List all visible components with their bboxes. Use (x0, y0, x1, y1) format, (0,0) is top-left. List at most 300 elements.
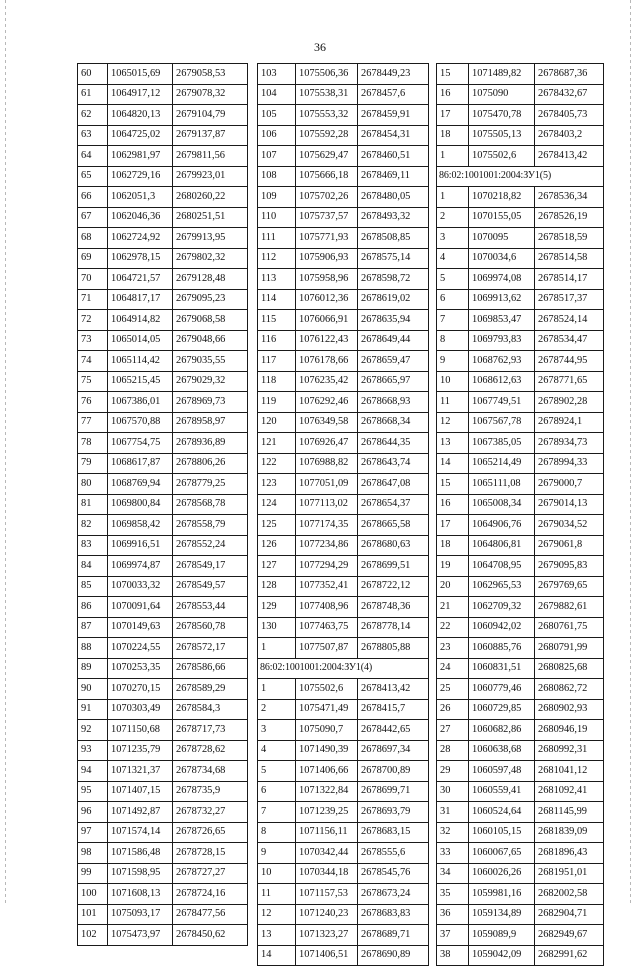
table-row (437, 761, 604, 782)
y-coordinate: 2678689,71 (358, 925, 429, 946)
y-coordinate: 2678665,58 (358, 515, 429, 536)
table-row (437, 64, 604, 85)
point-number: 128 (258, 576, 296, 597)
section-header-row (437, 166, 604, 187)
point-number: 26 (437, 699, 469, 720)
point-number: 118 (258, 371, 296, 392)
y-coordinate: 2678649,44 (358, 330, 429, 351)
point-number: 115 (258, 310, 296, 331)
x-coordinate: 1068617,87 (108, 453, 173, 474)
x-coordinate: 1077294,29 (296, 556, 358, 577)
y-coordinate: 2678508,85 (358, 228, 429, 249)
y-coordinate: 2678469,11 (358, 166, 429, 187)
table-row (258, 761, 429, 782)
x-coordinate: 1071156,11 (296, 822, 358, 843)
x-coordinate: 1068769,94 (108, 474, 173, 495)
y-coordinate: 2678413,42 (535, 146, 604, 167)
table-row (437, 515, 604, 536)
table-row (258, 412, 429, 433)
x-coordinate: 1069793,83 (469, 330, 535, 351)
table-row (437, 351, 604, 372)
point-number: 111 (258, 228, 296, 249)
point-number: 24 (437, 658, 469, 679)
y-coordinate: 2678722,12 (358, 576, 429, 597)
y-coordinate: 2679913,95 (173, 228, 248, 249)
point-number: 1 (437, 146, 469, 167)
x-coordinate: 1060105,15 (469, 822, 535, 843)
x-coordinate: 1065111,08 (469, 474, 535, 495)
table-row (437, 740, 604, 761)
table-row (78, 248, 248, 269)
table-row (258, 105, 429, 126)
y-coordinate: 2678568,78 (173, 494, 248, 515)
table-row (437, 945, 604, 966)
x-coordinate: 1076926,47 (296, 433, 358, 454)
table-row (78, 433, 248, 454)
y-coordinate: 2678673,24 (358, 884, 429, 905)
point-number: 109 (258, 187, 296, 208)
y-coordinate: 2679923,01 (173, 166, 248, 187)
y-coordinate: 2679128,48 (173, 269, 248, 290)
x-coordinate: 1059981,16 (469, 884, 535, 905)
y-coordinate: 2679068,58 (173, 310, 248, 331)
point-number: 1 (258, 638, 296, 659)
y-coordinate: 2678683,15 (358, 822, 429, 843)
point-number: 123 (258, 474, 296, 495)
y-coordinate: 2678934,73 (535, 433, 604, 454)
y-coordinate: 2679078,32 (173, 84, 248, 105)
table-row (78, 166, 248, 187)
y-coordinate: 2679048,66 (173, 330, 248, 351)
point-number: 33 (437, 843, 469, 864)
x-coordinate: 1069913,62 (469, 289, 535, 310)
y-coordinate: 2678459,91 (358, 105, 429, 126)
scan-edge-left (5, 0, 6, 905)
y-coordinate: 2678518,59 (535, 228, 604, 249)
y-coordinate: 2679095,23 (173, 289, 248, 310)
x-coordinate: 1062978,15 (108, 248, 173, 269)
point-number: 29 (437, 761, 469, 782)
point-number: 67 (78, 207, 108, 228)
x-coordinate: 1064906,76 (469, 515, 535, 536)
x-coordinate: 1062981,97 (108, 146, 173, 167)
parcel-section-label: 86:02:1001001:2004:ЗУ1(4) (258, 658, 429, 679)
x-coordinate: 1060942,02 (469, 617, 535, 638)
x-coordinate: 1077051,09 (296, 474, 358, 495)
y-coordinate: 2678589,29 (173, 679, 248, 700)
y-coordinate: 2678659,47 (358, 351, 429, 372)
x-coordinate: 1077463,75 (296, 617, 358, 638)
y-coordinate: 2678680,63 (358, 535, 429, 556)
y-coordinate: 2678514,58 (535, 248, 604, 269)
x-coordinate: 1070270,15 (108, 679, 173, 700)
table-row (258, 392, 429, 413)
table-row (78, 781, 248, 802)
x-coordinate: 1070033,32 (108, 576, 173, 597)
table-row (437, 576, 604, 597)
table-row (437, 822, 604, 843)
table-row (437, 84, 604, 105)
x-coordinate: 1065014,05 (108, 330, 173, 351)
point-number: 14 (437, 453, 469, 474)
x-coordinate: 1062724,92 (108, 228, 173, 249)
page-number: 36 (314, 40, 326, 54)
x-coordinate: 1070155,05 (469, 207, 535, 228)
point-number: 34 (437, 863, 469, 884)
x-coordinate: 1069800,84 (108, 494, 173, 515)
point-number: 92 (78, 720, 108, 741)
table-row (258, 863, 429, 884)
point-number: 65 (78, 166, 108, 187)
point-number: 36 (437, 904, 469, 925)
y-coordinate: 2678700,89 (358, 761, 429, 782)
point-number: 17 (437, 515, 469, 536)
x-coordinate: 1060559,41 (469, 781, 535, 802)
section-header-row (258, 658, 429, 679)
x-coordinate: 1071406,51 (296, 945, 358, 966)
point-number: 82 (78, 515, 108, 536)
table-row (78, 576, 248, 597)
y-coordinate: 2678575,14 (358, 248, 429, 269)
x-coordinate: 1060638,68 (469, 740, 535, 761)
x-coordinate: 1071321,37 (108, 761, 173, 782)
point-number: 10 (258, 863, 296, 884)
x-coordinate: 1064820,13 (108, 105, 173, 126)
point-number: 35 (437, 884, 469, 905)
y-coordinate: 2678560,78 (173, 617, 248, 638)
y-coordinate: 2678598,72 (358, 269, 429, 290)
y-coordinate: 2678449,23 (358, 64, 429, 85)
table-row (437, 679, 604, 700)
x-coordinate: 1071407,15 (108, 781, 173, 802)
y-coordinate: 2678699,71 (358, 781, 429, 802)
point-number: 5 (437, 269, 469, 290)
point-number: 38 (437, 945, 469, 966)
y-coordinate: 2680946,19 (535, 720, 604, 741)
table-row (258, 556, 429, 577)
y-coordinate: 2679769,65 (535, 576, 604, 597)
point-number: 107 (258, 146, 296, 167)
y-coordinate: 2680260,22 (173, 187, 248, 208)
point-number: 20 (437, 576, 469, 597)
x-coordinate: 1077408,96 (296, 597, 358, 618)
x-coordinate: 1077113,02 (296, 494, 358, 515)
y-coordinate: 2680992,31 (535, 740, 604, 761)
point-number: 79 (78, 453, 108, 474)
table-row (78, 474, 248, 495)
table-row (437, 617, 604, 638)
table-row (78, 371, 248, 392)
x-coordinate: 1075592,28 (296, 125, 358, 146)
point-number: 15 (437, 474, 469, 495)
x-coordinate: 1067386,01 (108, 392, 173, 413)
x-coordinate: 1067570,88 (108, 412, 173, 433)
point-number: 75 (78, 371, 108, 392)
table-row (78, 556, 248, 577)
table-row (78, 925, 248, 946)
y-coordinate: 2682991,62 (535, 945, 604, 966)
x-coordinate: 1076292,46 (296, 392, 358, 413)
y-coordinate: 2678524,14 (535, 310, 604, 331)
y-coordinate: 2678415,7 (358, 699, 429, 720)
point-number: 31 (437, 802, 469, 823)
table-row (78, 146, 248, 167)
table-row (258, 822, 429, 843)
table-row (437, 228, 604, 249)
x-coordinate: 1060026,26 (469, 863, 535, 884)
point-number: 73 (78, 330, 108, 351)
table-row (78, 494, 248, 515)
point-number: 101 (78, 904, 108, 925)
point-number: 122 (258, 453, 296, 474)
point-number: 90 (78, 679, 108, 700)
table-row (258, 371, 429, 392)
x-coordinate: 1071323,27 (296, 925, 358, 946)
table-row (437, 105, 604, 126)
point-number: 28 (437, 740, 469, 761)
point-number: 102 (78, 925, 108, 946)
y-coordinate: 2678619,02 (358, 289, 429, 310)
table-row (437, 843, 604, 864)
point-number: 27 (437, 720, 469, 741)
y-coordinate: 2678697,34 (358, 740, 429, 761)
table-row (258, 699, 429, 720)
x-coordinate: 1069853,47 (469, 310, 535, 331)
x-coordinate: 1070034,6 (469, 248, 535, 269)
y-coordinate: 2679811,56 (173, 146, 248, 167)
y-coordinate: 2679035,55 (173, 351, 248, 372)
point-number: 106 (258, 125, 296, 146)
table-row (437, 453, 604, 474)
point-number: 16 (437, 494, 469, 515)
point-number: 83 (78, 535, 108, 556)
table-row (437, 494, 604, 515)
x-coordinate: 1076122,43 (296, 330, 358, 351)
y-coordinate: 2678405,73 (535, 105, 604, 126)
table-row (437, 392, 604, 413)
y-coordinate: 2682904,71 (535, 904, 604, 925)
x-coordinate: 1075538,31 (296, 84, 358, 105)
table-row (437, 638, 604, 659)
y-coordinate: 2678454,31 (358, 125, 429, 146)
x-coordinate: 1070344,18 (296, 863, 358, 884)
point-number: 96 (78, 802, 108, 823)
x-coordinate: 1060067,65 (469, 843, 535, 864)
point-number: 125 (258, 515, 296, 536)
y-coordinate: 2678778,14 (358, 617, 429, 638)
table-row (258, 515, 429, 536)
point-number: 37 (437, 925, 469, 946)
y-coordinate: 2678572,17 (173, 638, 248, 659)
table-row (78, 638, 248, 659)
point-number: 1 (258, 679, 296, 700)
x-coordinate: 1071598,95 (108, 863, 173, 884)
point-number: 130 (258, 617, 296, 638)
x-coordinate: 1059042,09 (469, 945, 535, 966)
table-row (258, 945, 429, 966)
x-coordinate: 1060524,64 (469, 802, 535, 823)
x-coordinate: 1075958,96 (296, 269, 358, 290)
x-coordinate: 1071490,39 (296, 740, 358, 761)
x-coordinate: 1068612,63 (469, 371, 535, 392)
point-number: 117 (258, 351, 296, 372)
table-row (78, 597, 248, 618)
x-coordinate: 1071586,48 (108, 843, 173, 864)
y-coordinate: 2681951,01 (535, 863, 604, 884)
y-coordinate: 2681041,12 (535, 761, 604, 782)
x-coordinate: 1065114,42 (108, 351, 173, 372)
table-row (258, 843, 429, 864)
x-coordinate: 1071489,82 (469, 64, 535, 85)
y-coordinate: 2679137,87 (173, 125, 248, 146)
table-row (437, 310, 604, 331)
table-row (258, 740, 429, 761)
point-number: 15 (437, 64, 469, 85)
y-coordinate: 2679095,83 (535, 556, 604, 577)
y-coordinate: 2678403,2 (535, 125, 604, 146)
x-coordinate: 1071574,14 (108, 822, 173, 843)
point-number: 88 (78, 638, 108, 659)
point-number: 11 (258, 884, 296, 905)
y-coordinate: 2678902,28 (535, 392, 604, 413)
x-coordinate: 1071239,25 (296, 802, 358, 823)
x-coordinate: 1064817,17 (108, 289, 173, 310)
point-number: 8 (437, 330, 469, 351)
y-coordinate: 2679014,13 (535, 494, 604, 515)
y-coordinate: 2678728,62 (173, 740, 248, 761)
point-number: 124 (258, 494, 296, 515)
y-coordinate: 2678724,16 (173, 884, 248, 905)
table-row (258, 925, 429, 946)
point-number: 81 (78, 494, 108, 515)
point-number: 62 (78, 105, 108, 126)
table-row (78, 699, 248, 720)
y-coordinate: 2679882,61 (535, 597, 604, 618)
table-row (258, 802, 429, 823)
table-row (78, 843, 248, 864)
y-coordinate: 2678552,24 (173, 535, 248, 556)
x-coordinate: 1076349,58 (296, 412, 358, 433)
point-number: 84 (78, 556, 108, 577)
x-coordinate: 1069974,08 (469, 269, 535, 290)
x-coordinate: 1069858,42 (108, 515, 173, 536)
table-row (78, 720, 248, 741)
point-number: 22 (437, 617, 469, 638)
point-number: 3 (258, 720, 296, 741)
table-row (78, 822, 248, 843)
point-number: 95 (78, 781, 108, 802)
point-number: 127 (258, 556, 296, 577)
y-coordinate: 2678744,95 (535, 351, 604, 372)
y-coordinate: 2678665,97 (358, 371, 429, 392)
table-row (258, 310, 429, 331)
table-row (258, 474, 429, 495)
table-row (78, 453, 248, 474)
x-coordinate: 1064917,12 (108, 84, 173, 105)
point-number: 91 (78, 699, 108, 720)
point-number: 105 (258, 105, 296, 126)
y-coordinate: 2679802,32 (173, 248, 248, 269)
y-coordinate: 2678693,79 (358, 802, 429, 823)
x-coordinate: 1062965,53 (469, 576, 535, 597)
x-coordinate: 1077352,41 (296, 576, 358, 597)
x-coordinate: 1070091,64 (108, 597, 173, 618)
table-row (258, 289, 429, 310)
x-coordinate: 1075502,6 (296, 679, 358, 700)
x-coordinate: 1060682,86 (469, 720, 535, 741)
x-coordinate: 1068762,93 (469, 351, 535, 372)
x-coordinate: 1071492,87 (108, 802, 173, 823)
point-number: 98 (78, 843, 108, 864)
point-number: 1 (437, 187, 469, 208)
point-number: 14 (258, 945, 296, 966)
y-coordinate: 2682002,58 (535, 884, 604, 905)
table-row (258, 330, 429, 351)
table-row (78, 310, 248, 331)
y-coordinate: 2679029,32 (173, 371, 248, 392)
table-row (437, 207, 604, 228)
y-coordinate: 2678432,67 (535, 84, 604, 105)
point-number: 18 (437, 125, 469, 146)
x-coordinate: 1075093,17 (108, 904, 173, 925)
y-coordinate: 2679034,52 (535, 515, 604, 536)
x-coordinate: 1065008,34 (469, 494, 535, 515)
y-coordinate: 2678549,17 (173, 556, 248, 577)
table-row (78, 64, 248, 85)
x-coordinate: 1062729,16 (108, 166, 173, 187)
point-number: 12 (437, 412, 469, 433)
y-coordinate: 2678806,26 (173, 453, 248, 474)
point-number: 13 (258, 925, 296, 946)
x-coordinate: 1060779,46 (469, 679, 535, 700)
point-number: 78 (78, 433, 108, 454)
y-coordinate: 2678683,83 (358, 904, 429, 925)
y-coordinate: 2678958,97 (173, 412, 248, 433)
x-coordinate: 1060597,48 (469, 761, 535, 782)
y-coordinate: 2680825,68 (535, 658, 604, 679)
point-number: 9 (258, 843, 296, 864)
x-coordinate: 1075470,78 (469, 105, 535, 126)
x-coordinate: 1071157,53 (296, 884, 358, 905)
y-coordinate: 2678994,33 (535, 453, 604, 474)
y-coordinate: 2678457,6 (358, 84, 429, 105)
table-row (437, 781, 604, 802)
point-number: 17 (437, 105, 469, 126)
table-row (78, 863, 248, 884)
point-number: 60 (78, 64, 108, 85)
x-coordinate: 1075666,18 (296, 166, 358, 187)
point-number: 87 (78, 617, 108, 638)
x-coordinate: 1077174,35 (296, 515, 358, 536)
point-number: 86 (78, 597, 108, 618)
x-coordinate: 1076178,66 (296, 351, 358, 372)
table-row (78, 392, 248, 413)
x-coordinate: 1076066,91 (296, 310, 358, 331)
x-coordinate: 1075506,36 (296, 64, 358, 85)
point-number: 70 (78, 269, 108, 290)
table-row (78, 351, 248, 372)
y-coordinate: 2678413,42 (358, 679, 429, 700)
table-row (258, 535, 429, 556)
point-number: 74 (78, 351, 108, 372)
y-coordinate: 2678727,27 (173, 863, 248, 884)
x-coordinate: 1070303,49 (108, 699, 173, 720)
table-row (78, 515, 248, 536)
point-number: 94 (78, 761, 108, 782)
point-number: 108 (258, 166, 296, 187)
y-coordinate: 2678555,6 (358, 843, 429, 864)
table-row (78, 535, 248, 556)
